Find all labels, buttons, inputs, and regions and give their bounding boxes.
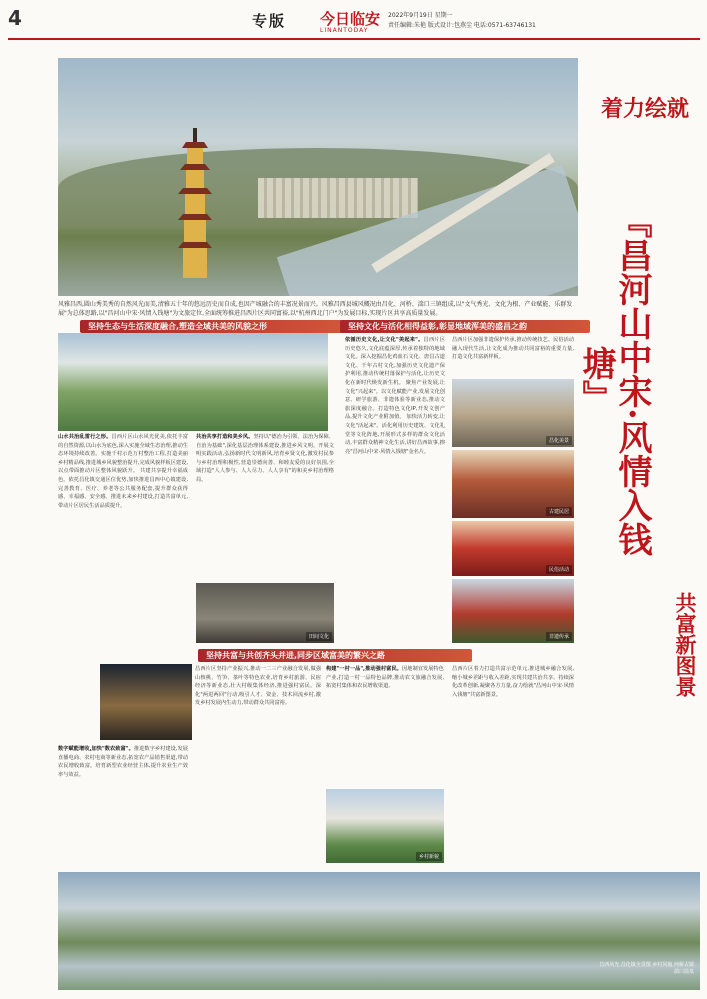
hero-photo (58, 58, 578, 296)
section-header-ecology: 坚持生态与生活深度融合,塑造全域共美的风貌之形 (80, 320, 344, 333)
photo-people (196, 583, 334, 643)
article-column-4 (452, 336, 574, 376)
subhead: 构建"一村一品",推动强村富民。 (326, 666, 402, 672)
article-column-1 (58, 433, 188, 641)
panorama-caption: 昌西风光 昌化镇全景图 乡村风貌 河桥古镇 湍口温泉 (599, 962, 694, 975)
photo-architecture (452, 450, 574, 518)
masthead: 今日临安 (320, 10, 381, 28)
editor-line: 责任编辑:朱艳 版式设计:包燕尘 电话:0571-63746131 (388, 22, 536, 29)
subhead: 数字赋能增收,加快"数农致富"。 (58, 746, 134, 752)
paragraph: 因地制宜发展特色产业,打造一村一品特色品牌,推动农文旅融合发展,拓宽村集体和农民增收渠道。 (326, 666, 444, 690)
photo-caption: 田间文化 (306, 632, 332, 641)
page-number: 4 (8, 6, 22, 30)
pagoda-icon (178, 128, 212, 278)
photo-folk-activity (452, 521, 574, 576)
paragraph: 昌西片区山水风光优美,依托丰富的自然资源,以山水为底色,深入实施全域生态治理,推动生态环境持续改善。实施千村示范万村整治工程,打造美丽乡村精品线,推进城乡风貌整治提升,完成风貌样板区建设,以点带面推动片区整体风貌跃升。 共建共享提升幸福成色。依托昌化镇交通区位优势,加快推进昌西中心镇建设,完善教育、医疗、养老等公共服务配套,提升群众获得感、幸福感、安全感。推进未来乡村建设,打造共富单元,带动片区居民生活品质提升。 (58, 434, 188, 509)
header-info (388, 11, 536, 31)
photo-caption: 乡村新貌 (416, 852, 442, 861)
section-label: 专版 (252, 12, 287, 30)
photo-house (326, 789, 444, 863)
article-column-6 (195, 665, 321, 865)
subhead: 依循历史文化,让文化"美起来"。 (345, 337, 424, 343)
photo-caption: 非遗传承 (546, 632, 572, 641)
article-column-5 (58, 745, 188, 865)
paragraph: 昌西片区加强非遗保护传承,推动传统技艺、民俗活动融入现代生活,让文化成为推动共同富裕的重要力量,打造文化共富新样板。 (452, 337, 574, 361)
header-rule (8, 38, 700, 40)
paragraph: 昌西片区历史悠久,文化底蕴深厚,传承着独特的地域文化。深入挖掘昌化鸡血石文化、唐昌古道文化、千年古村文化,加强历史文化遗产保护利用,推动传统村落保护与活化,让历史文化在新时代焕发新生机。 聚焦产业发展,让文化"兴起来"。以文化赋能产业,发展文化创意、研学旅游、非遗体验等新业态,推动文旅深度融合。打造特色文化IP,开发文创产品,提升文化产业附加值。 加快活力转变,让文化"活起来"。活化利用历史建筑、文化礼堂等文化阵地,开展形式多样的群众文化活动,丰富群众精神文化生活,讲好昌西故事,擦亮"昌河山中宋·风情入钱塘"金名片。 (345, 337, 445, 455)
title-main: 『昌河山中宋·风情入钱塘』 (576, 204, 652, 556)
paragraph: 坚持以"德治为引领、法治为保障、自治为基础",深化基层治理体系建设,推进乡风文明。开展文明实践活动,弘扬新时代文明新风,培育乡贤文化,激发村民参与乡村治理积极性,营造崇德向善、和睦友爱的良好氛围,全域打造"人人参与、人人尽力、人人享有"的和美乡村治理格局。 (196, 434, 334, 483)
subhead: 山水共治乱雷行之形。 (58, 434, 112, 440)
article-column-8 (452, 665, 574, 865)
subhead: 共治共享打造和美乡风。 (196, 434, 254, 440)
photo-livestream (100, 664, 192, 740)
photo-village (58, 333, 328, 431)
title-top: 着力绘就 (600, 96, 689, 122)
hero-town (258, 178, 418, 218)
paragraph: 昌西片区坚持产业振兴,推动一二三产业融合发展,做强山核桃、竹笋、茶叶等特色农业,培育乡村旅游、民宿经济等新业态,壮大村级集体经济,推进强村富民。深化"两进两回"行动,吸引人才、资金、技术回流乡村,激发乡村发展内生动力,带动群众共同富裕。 (195, 666, 321, 707)
article-column-2 (196, 433, 334, 579)
photo-caption: 古建民居 (546, 507, 572, 516)
photo-scenery (452, 379, 574, 447)
section-header-prosperity: 坚持共富与共创齐头并进,同步区域富美的繁兴之路 (198, 649, 472, 662)
section-header-culture: 坚持文化与活化相得益彰,彰显地域浑美的盛昌之韵 (340, 320, 590, 333)
date-line: 2022年9月19日 星期一 (388, 12, 453, 19)
paragraph: 昌西片区着力打造共富示范单元,推进城乡融合发展,缩小城乡差距与收入差距,实现共建共治共享。持续深化改革创新,凝聚各方力量,奋力绘就"昌河山中宋·风情入钱塘"共富新图景。 (452, 666, 574, 698)
hero-caption: 风雅昌西,圆山秀美秀的自然风光而美,清雅五十年的悠远历史而自成,也因产城融合的丰富况景而兴。风雅昌西县城风概况由昌化、河桥、湍口三镇组成,以"文气秀光、文化为根、产业赋能、乐群发展"为总体思路,以"昌河山中宋·风情入钱塘"为文旅定位,全面统筹推进昌西片区共同富裕,以"杭州西北门户"为发展目标,实现片区共享高质量发展。 (58, 301, 573, 317)
article-column-7 (326, 665, 444, 785)
photo-caption: 民俗活动 (546, 565, 572, 574)
photo-caption: 昌化美景 (546, 436, 572, 445)
article-column-3 (345, 336, 445, 646)
photo-heritage (452, 579, 574, 643)
paragraph: 推进数字乡村建设,发展直播电商、农村电商等新业态,拓宽农产品销售渠道,带动农民增收致富。培育新型农业经营主体,提升农业生产效率与效益。 (58, 746, 188, 778)
masthead-en: LINANTODAY (320, 27, 369, 34)
title-side: 共富新图景 (673, 591, 698, 697)
